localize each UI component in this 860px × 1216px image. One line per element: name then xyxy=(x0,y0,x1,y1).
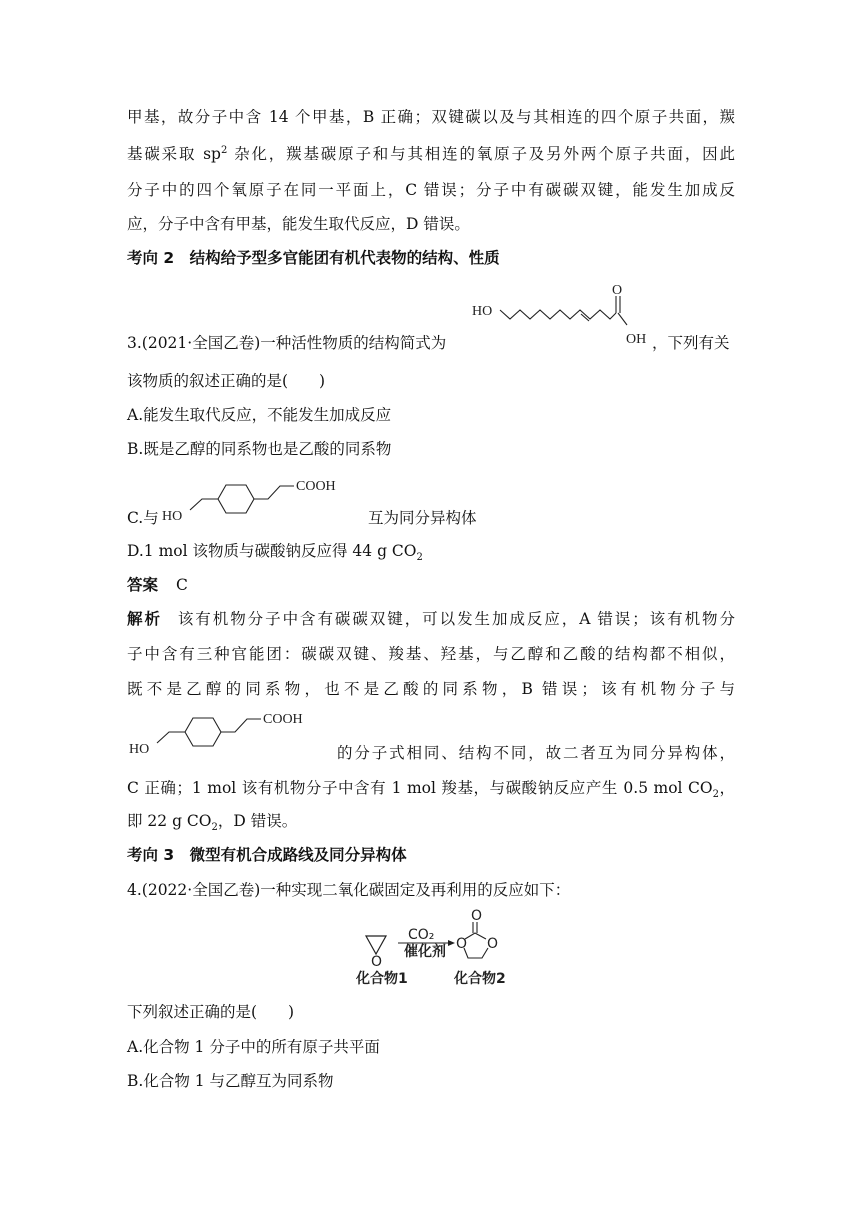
option-c-tail: 互为同分异构体 xyxy=(368,509,477,527)
mol-label-oh: OH xyxy=(626,332,647,347)
section-heading: 考向 3 微型有机合成路线及同分异构体 xyxy=(127,846,407,864)
option-b: B.化合物 1 与乙醇互为同系物 xyxy=(127,1072,334,1090)
explanation-line: 的分子式相同、结构不同，故二者互为同分异构体， xyxy=(337,744,735,762)
text-line: 甲基，故分子中含 14 个甲基，B 正确；双键碳以及与其相连的四个原子共面，羰 xyxy=(127,108,735,126)
reagent-co2: CO₂ xyxy=(408,927,435,943)
option-c: C.与 xyxy=(127,509,159,527)
catalyst-label: 催化剂 xyxy=(404,944,446,960)
mol-label-cooh: COOH xyxy=(296,479,336,494)
option-a: A.能发生取代反应，不能发生加成反应 xyxy=(127,406,392,424)
mol-label-cooh: COOH xyxy=(263,712,303,727)
option-d: D.1 mol 该物质与碳酸钠反应得 44 g $CO_2$ xyxy=(127,542,423,564)
question-stem: 该物质的叙述正确的是( ) xyxy=(127,372,326,390)
explanation-line: 既不是乙醇的同系物，也不是乙酸的同系物，B 错误；该有机物分子与 xyxy=(127,680,735,698)
section-heading: 考向 2 结构给予型多官能团有机代表物的结构、性质 xyxy=(127,249,500,267)
text-line: 应，分子中含有甲基，能发生取代反应，D 错误。 xyxy=(127,215,470,233)
text-line: 分子中的四个氧原子在同一平面上，C 错误；分子中有碳碳双键，能发生加成反 xyxy=(127,181,735,199)
explanation-line: 即 22 g $CO_2$，D 错误。 xyxy=(127,812,298,834)
explanation-line: 子中含有三种官能团：碳碳双键、羧基、羟基，与乙醇和乙酸的结构都不相似， xyxy=(127,645,735,663)
reaction-scheme xyxy=(352,906,512,988)
question-stem-tail: ，下列有关 xyxy=(652,334,730,352)
mol-label-o: O xyxy=(612,283,623,298)
question-stem: 4.(2022·全国乙卷)一种实现二氧化碳固定及再利用的反应如下： xyxy=(127,881,571,899)
option-a: A.化合物 1 分子中的所有原子共平面 xyxy=(127,1038,380,1056)
question-prompt: 下列叙述正确的是( ) xyxy=(127,1003,295,1021)
mol-label-ho: HO xyxy=(129,742,150,757)
isomer-structure xyxy=(160,466,370,524)
explanation-line: C 正确；1 mol 该有机物分子中含有 1 mol 羧基，与碳酸钠反应产生 0.5 mol $CO_2$， xyxy=(127,779,735,801)
mol-label-ho: HO xyxy=(472,304,493,319)
atom-o: O xyxy=(456,936,468,952)
question-stem: 3.(2021·全国乙卷)一种活性物质的结构简式为 xyxy=(127,334,447,352)
atom-o: O xyxy=(471,908,483,924)
explanation-line: 解析 该有机物分子中含有碳碳双键，可以发生加成反应，A 错误；该有机物分 xyxy=(127,610,735,628)
compound2-label: 化合物2 xyxy=(454,971,506,987)
text-line: 基碳采取 $sp^2$ 杂化，羰基碳原子和与其相连的氧原子及另外两个原子共面，因此 xyxy=(127,144,735,163)
atom-o: O xyxy=(487,936,499,952)
mol-label-ho: HO xyxy=(162,509,183,524)
answer-line: 答案 C xyxy=(127,576,188,594)
isomer-structure xyxy=(127,700,337,760)
option-b: B.既是乙醇的同系物也是乙酸的同系物 xyxy=(127,440,392,458)
atom-o: O xyxy=(371,954,383,970)
compound1-label: 化合物1 xyxy=(356,971,408,987)
